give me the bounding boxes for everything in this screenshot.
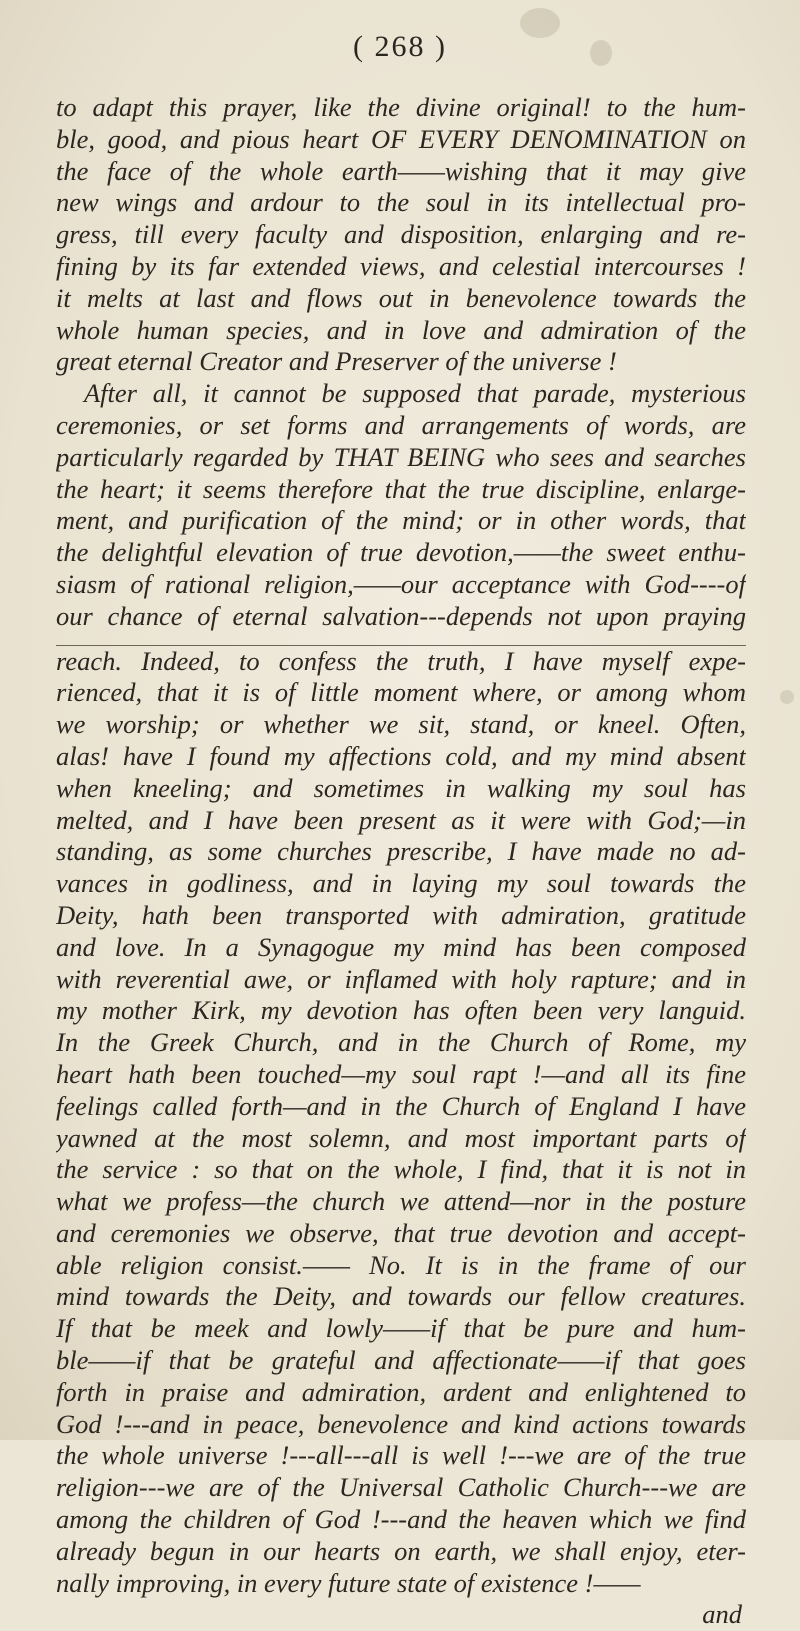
text-line: new wings and ardour to the soul in its intellectual pro- — [56, 187, 746, 218]
text-line: it melts at last and flows out in benevolence towards the — [56, 282, 746, 313]
text-line: and love. In a Synagogue my mind has been composed — [56, 931, 746, 962]
text-line: mind towards the Deity, and towards our fellow creatures. — [56, 1281, 746, 1312]
text-line: yawned at the most solemn, and most important parts of — [56, 1122, 746, 1153]
text-line: standing, as some churches prescribe, I have made no ad- — [56, 836, 746, 867]
text-line: After all, it cannot be supposed that parade, mysterious — [84, 378, 746, 409]
text-line: great eternal Creator and Preserver of the universe ! — [56, 346, 617, 377]
text-line: gress, till every faculty and disposition, enlarging and re- — [56, 219, 746, 250]
text-line: nally improving, in every future state of existence !—— — [56, 1567, 641, 1598]
text-line: vances in godliness, and in laying my soul towards the — [56, 868, 746, 899]
text-line: religion---we are of the Universal Catholic Church---we are — [56, 1472, 746, 1503]
text-line: ceremonies, or set forms and arrangements of words, are — [56, 409, 746, 440]
text-line: feelings called forth—and in the Church of England I have — [56, 1090, 746, 1121]
text-line: to adapt this prayer, like the divine original! to the hum- — [56, 92, 746, 122]
text-line: alas! have I found my affections cold, and my mind absent — [56, 740, 746, 771]
text-line: the whole universe !---all---all is well !---we are of the true — [56, 1440, 746, 1471]
text-line: what we profess—the church we attend—nor in the posture — [56, 1186, 746, 1217]
text-line: whole human species, and in love and admiration of the — [56, 314, 746, 345]
page-number: ( 268 ) — [353, 30, 447, 63]
text-line: and ceremonies we observe, that true devotion and accept- — [56, 1217, 746, 1248]
text-line: the delightful elevation of true devotion,——the sweet enthu- — [56, 537, 746, 568]
text-line: In the Greek Church, and in the Church of Rome, my — [56, 1027, 746, 1058]
text-line: rienced, that it is of little moment where, or among whom — [56, 677, 746, 708]
text-line: melted, and I have been present as it were with God;—in — [56, 804, 746, 835]
text-line: when kneeling; and sometimes in walking my soul has — [56, 772, 746, 803]
text-line: fining by its far extended views, and celestial intercourses ! — [56, 250, 746, 281]
text-line: we worship; or whether we sit, stand, or kneel. Often, — [56, 709, 746, 740]
paper-stain — [780, 690, 794, 704]
text-line: ble——if that be grateful and affectionate——if that goes — [56, 1345, 746, 1376]
text-line: the face of the whole earth——wishing that it may give — [56, 155, 746, 186]
text-line: ble, good, and pious heart OF EVERY DENOMINATION on — [56, 123, 746, 154]
catchword: and — [702, 1599, 742, 1630]
text-line: forth in praise and admiration, ardent and enlightened to — [56, 1376, 746, 1407]
text-line: particularly regarded by THAT BEING who sees and searches — [56, 441, 746, 472]
body-text — [56, 92, 746, 1631]
text-line: able religion consist.—— No. It is in the frame of our — [56, 1249, 746, 1280]
text-line: with reverential awe, or inflamed with holy rapture; and in — [56, 963, 746, 994]
text-line: ment, and purification of the mind; or in other words, that — [56, 505, 746, 536]
text-line: the service : so that on the whole, I find, that it is not in — [56, 1154, 746, 1185]
text-line: heart hath been touched—my soul rapt !—and all its fine — [56, 1058, 746, 1089]
text-line: the heart; it seems therefore that the true discipline, enlarge- — [56, 473, 746, 504]
text-line: already begun in our hearts on earth, we shall enjoy, eter- — [56, 1535, 746, 1566]
text-line: reach. Indeed, to confess the truth, I have myself expe- — [56, 645, 746, 676]
text-line: siasm of rational religion,——our acceptance with God----of — [56, 568, 746, 599]
text-line: our chance of eternal salvation---depends not upon praying — [56, 600, 746, 631]
text-line: If that be meek and lowly——if that be pure and hum- — [56, 1313, 746, 1344]
text-line: my mother Kirk, my devotion has often been very languid. — [56, 995, 746, 1026]
text-line: God !---and in peace, benevolence and kind actions towards — [56, 1408, 746, 1439]
text-line: among the children of God !---and the heaven which we find — [56, 1504, 746, 1535]
text-line: Deity, hath been transported with admiration, gratitude — [56, 899, 746, 930]
